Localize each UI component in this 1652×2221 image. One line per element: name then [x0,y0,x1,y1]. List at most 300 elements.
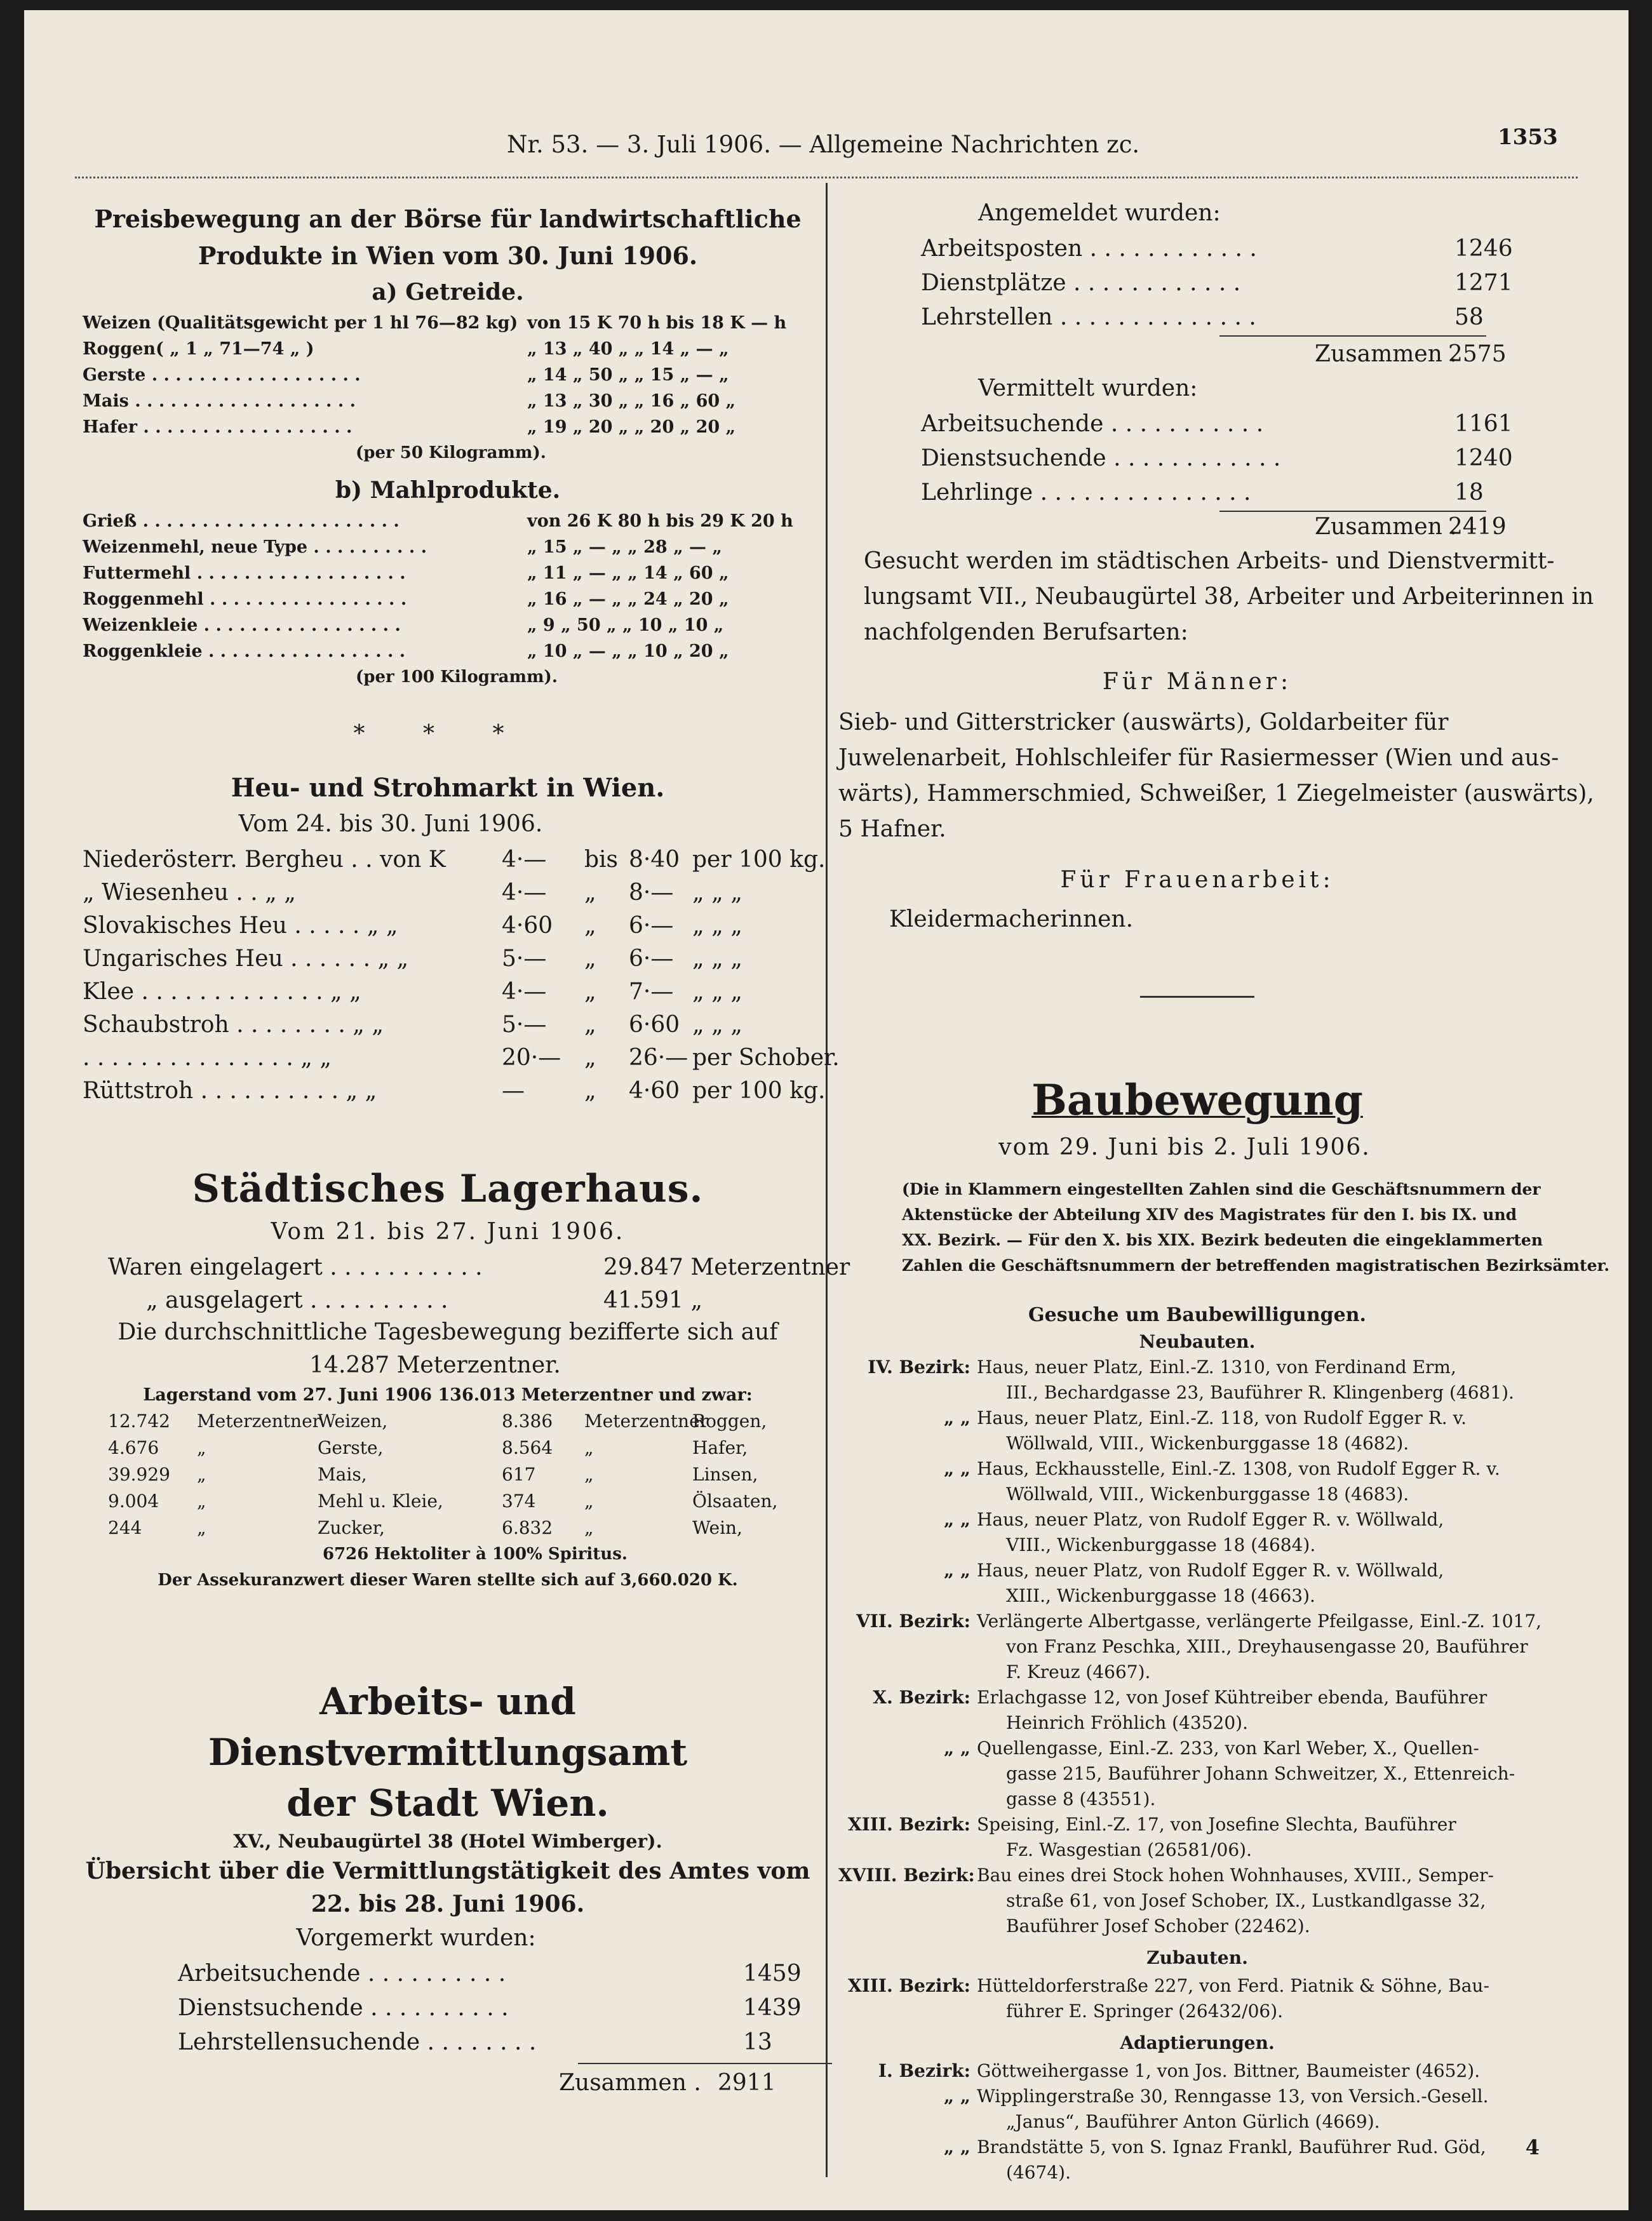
adaptierungen-heading: Adaptierungen. [1120,2032,1275,2053]
bau-entry-district: „ „ [944,1509,970,1530]
price-row [83,310,813,336]
vermittelt-table [838,406,1556,509]
hay-row-from: 4·60 [502,913,553,939]
lager-item-cell: „ [584,1464,594,1485]
bau-entry [838,1812,1556,1863]
ang-sum-label: Zusammen . [1315,341,1457,367]
hay-row-unit: „ „ „ [692,1012,742,1038]
bau-entry-district: XIII. Bezirk: [847,1814,970,1835]
count-row-label: Arbeitsposten . . . . . . . . . . . . [921,236,1257,262]
price-row-name: Mais . . . . . . . . . . . . . . . . . . . [83,391,356,411]
amt-overview [83,1855,813,1921]
count-row [83,1990,813,2025]
bau-entry-line: gasse 8 (43551). [1006,1788,1156,1809]
price-row-name: Weizen (Qualitätsgewicht per 1 hl 76—82 kg) [83,313,518,333]
hay-row [83,1007,813,1040]
bau-entry-line: Erlachgasse 12, von Josef Kühtreiber ebenda, Bauführer [977,1687,1487,1708]
lager-item-cell: Ölsaaten, [692,1491,778,1512]
bau-entry-text [977,1736,1556,1812]
hay-row-from: 20·— [502,1045,561,1071]
bau-entry-district: XIII. Bezirk: [847,1975,970,1996]
bau-entry-line: Verlängerte Albertgasse, verlängerte Pfeilgasse, Einl.-Z. 1017, [977,1611,1542,1632]
count-row [838,441,1556,475]
hay-row-unit: „ „ „ [692,946,742,972]
bau-entry-line: Haus, neuer Platz, von Rudolf Egger R. v. Wöllwald, [977,1560,1444,1581]
bau-entry-line: VIII., Wickenburggasse 18 (4684). [1006,1534,1316,1555]
bau-divider [838,988,1556,1000]
count-row-value: 1439 [743,1995,802,2021]
bau-entry-line: Haus, Eckhausstelle, Einl.-Z. 1308, von Rudolf Egger R. v. [977,1458,1500,1479]
lager-item-cell: „ [584,1437,594,1458]
bau-entry-line: Bauführer Josef Schober (22462). [1006,1916,1310,1936]
hay-row-from: 5·— [502,1012,547,1038]
price-row-values: „ 10 „ — „ „ 10 „ 20 „ [527,641,729,661]
hay-row-from: 4·— [502,979,547,1005]
bau-entry-text [977,2135,1556,2185]
bau-entry-line: Speising, Einl.-Z. 17, von Josefine Slechta, Bauführer [977,1814,1456,1835]
bau-entry-text [977,1406,1556,1456]
count-row-label: Arbeitsuchende . . . . . . . . . . [178,1961,506,1987]
lager-spiritus: 6726 Hektoliter à 100% Spiritus. [323,1545,628,1564]
boerse-title-line2: Produkte in Wien vom 30. Juni 1906. [198,241,698,270]
lager-item-cell: 617 [502,1464,536,1485]
ang-sum-value: 2575 [1448,341,1507,367]
price-row [83,336,813,362]
price-row [83,508,813,534]
lager-item-cell: „ [197,1464,206,1485]
lager-item-cell: 6.832 [502,1517,553,1538]
bau-entry-district: I. Bezirk: [878,2060,970,2081]
price-row-values: von 15 K 70 h bis 18 K — h [527,313,787,333]
footer-number: 4 [1525,2135,1540,2159]
hay-row-bis: „ [584,880,596,906]
maenner-line: Sieb- und Gitterstricker (auswärts), Goldarbeiter für [838,709,1449,735]
bau-entry-line: Quellengasse, Einl.-Z. 233, von Karl Weber, X., Quellen- [977,1738,1479,1759]
price-row [83,388,813,414]
price-row-values: „ 16 „ — „ „ 24 „ 20 „ [527,589,729,609]
lager-item-cell: „ [197,1491,206,1512]
note-a: (per 50 Kilogramm). [356,443,546,462]
count-row-value: 1240 [1454,445,1513,471]
gesucht-line: nachfolgenden Berufsarten: [864,619,1188,645]
vermittelt-heading: Vermittelt wurden: [978,375,1198,401]
price-row-values: „ 14 „ 50 „ „ 15 „ — „ [527,365,729,385]
price-row [83,586,813,612]
lager-item-cell: 39.929 [108,1464,170,1485]
lager-item-cell: Meterzentner [197,1411,321,1432]
hay-row-to: 7·— [629,979,674,1005]
hay-row-from: — [502,1078,525,1104]
bau-note-line: Aktenstücke der Abteilung XIV des Magistrates für den I. bis IX. und [902,1205,1517,1224]
lager-item-cell: Mais, [318,1464,367,1485]
lager-item-cell: 4.676 [108,1437,159,1458]
hay-row-name: Ungarisches Heu . . . . . . „ „ [83,946,409,972]
bau-entry-line: Haus, neuer Platz, Einl.-Z. 1310, von Ferdinand Erm, [977,1357,1456,1378]
bau-entry-text [977,1609,1556,1685]
amt-title [83,1676,813,1828]
angemeldet-table [838,231,1556,334]
bau-entry-district: IV. Bezirk: [868,1357,970,1378]
heu-subtitle: Vom 24. bis 30. Juni 1906. [238,811,543,837]
hay-row-from: 4·— [502,880,547,906]
bau-note [838,1177,1610,1278]
count-row-label: Lehrstellensuchende . . . . . . . . [178,2029,537,2055]
hay-row-bis: „ [584,946,596,972]
bau-entry-line: Haus, neuer Platz, von Rudolf Egger R. v. Wöllwald, [977,1509,1444,1530]
count-row [838,475,1556,509]
price-row-name: Futtermehl . . . . . . . . . . . . . . . . . . [83,563,406,583]
section-b-heading: b) Mahlprodukte. [335,477,561,504]
adapt-entries [838,2058,1556,2185]
price-row-name: Grieß . . . . . . . . . . . . . . . . . . . . . . [83,511,400,531]
count-row-label: Dienstplätze . . . . . . . . . . . . [921,270,1241,296]
hay-row-to: 8·— [629,880,674,906]
bau-entry-district: „ „ [944,1458,970,1479]
bau-entry-district: XVIII. Bezirk: [838,1865,975,1886]
lager-stand: Lagerstand vom 27. Juni 1906 136.013 Meterzentner und zwar: [143,1385,753,1405]
maenner-line: wärts), Hammerschmied, Schweißer, 1 Ziegelmeister (auswärts), [838,781,1594,807]
count-row [83,1956,813,1990]
left-column [83,201,850,2097]
amt-title-line1: Arbeits- und Dienstvermittlungsamt [208,1680,688,1774]
price-row [83,534,813,560]
price-row-name: Weizenmehl, neue Type . . . . . . . . . . [83,537,427,557]
lager-row-in-label: Waren eingelagert . . . . . . . . . . . [108,1254,483,1280]
right-column [838,196,1610,2185]
count-row-value: 1161 [1454,411,1513,437]
amt-address: XV., Neubaugürtel 38 (Hotel Wimberger). [233,1830,662,1852]
hay-row-unit: „ „ „ [692,913,742,939]
price-row [83,560,813,586]
lager-row-in-value: 29.847 Meterzentner [603,1254,850,1280]
lager-item-cell: Linsen, [692,1464,758,1485]
lager-item-row [83,1435,813,1461]
grain-table [83,310,813,440]
hay-row [83,941,813,974]
hay-row-name: Niederösterr. Bergheu . . von K [83,847,446,873]
bau-note-line: Zahlen die Geschäftsnummern der betreffenden magistratischen Bezirksämter. [902,1256,1610,1275]
bau-entry [838,2084,1556,2135]
amt-overview-line1: Übersicht über die Vermittlungstätigkeit des Amtes vom [85,1858,810,1884]
hay-row-name: Schaubstroh . . . . . . . . „ „ [83,1012,384,1038]
hay-row-to: 6·— [629,946,674,972]
separator-stars: * * * [353,721,504,747]
lager-item-row [83,1461,813,1488]
price-row-values: „ 11 „ — „ „ 14 „ 60 „ [527,563,729,583]
bau-entry [838,1558,1556,1609]
hay-table [83,842,840,1106]
hay-row-unit: „ „ „ [692,880,742,906]
count-row-value: 58 [1454,304,1484,330]
bau-entry-text [977,1812,1556,1863]
bau-entry-line: Fz. Wasgestian (26581/06). [1006,1839,1252,1860]
count-row-value: 1459 [743,1961,802,1987]
count-row-value: 1246 [1454,236,1513,262]
bau-entry-text [977,1558,1556,1609]
count-row-label: Lehrstellen . . . . . . . . . . . . . . [921,304,1256,330]
hay-row-to: 8·40 [629,847,680,873]
bau-entry-line: XIII., Wickenburggasse 18 (4663). [1006,1585,1315,1606]
verm-sum-value: 2419 [1448,514,1507,540]
hay-row-bis: „ [584,1012,596,1038]
angemeldet-heading: Angemeldet wurden: [978,200,1221,226]
lager-item-cell: 12.742 [108,1411,170,1432]
bau-entry-line: Haus, neuer Platz, Einl.-Z. 118, von Rudolf Egger R. v. [977,1407,1467,1428]
bau-entry-line: (4674). [1006,2162,1071,2183]
lager-item-cell: Mehl u. Kleie, [318,1491,443,1512]
bau-entry-district: „ „ [944,2137,970,2157]
price-row-values: „ 19 „ 20 „ „ 20 „ 20 „ [527,417,736,437]
hay-row [83,842,826,875]
newspaper-page [24,10,1628,2210]
price-row-name: Roggenkleie . . . . . . . . . . . . . . . . . [83,641,406,661]
section-a-heading: a) Getreide. [372,279,524,305]
lager-row-out-value: 41.591 „ [603,1287,703,1313]
bau-entry-text [977,1685,1556,1736]
bau-entry [838,1609,1556,1685]
count-row [838,406,1556,441]
lagerhaus-title: Städtisches Lagerhaus. [192,1167,704,1211]
hay-row-to: 6·60 [629,1012,680,1038]
bau-entry-district: „ „ [944,1738,970,1759]
zubauten-heading: Zubauten. [1146,1947,1248,1968]
fuer-maenner-heading: Für Männer: [1102,669,1293,695]
bau-entry-district: „ „ [944,2086,970,2107]
bau-entry-line: III., Bechardgasse 23, Bauführer R. Klingenberg (4681). [1006,1382,1514,1403]
amt-sum-rule [578,2063,832,2064]
price-row-values: „ 13 „ 30 „ „ 16 „ 60 „ [527,391,736,411]
lager-item-cell: „ [197,1437,206,1458]
hay-row-name: „ Wiesenheu . . „ „ [83,880,296,906]
hay-row-bis: „ [584,979,596,1005]
bau-entry-line: Hütteldorferstraße 227, von Ferd. Piatnik & Söhne, Bau- [977,1975,1489,1996]
lager-item-cell: Hafer, [692,1437,748,1458]
hay-row-bis: bis [584,847,619,873]
lager-wert: Der Assekuranzwert dieser Waren stellte sich auf 3,660.020 K. [158,1571,738,1590]
hay-row-unit: per 100 kg. [692,1078,826,1104]
hay-row [83,974,813,1007]
gesuche-heading: Gesuche um Baubewilligungen. [1028,1304,1367,1326]
lager-item-cell: Zucker, [318,1517,385,1538]
ang-sum-row [838,334,1556,371]
lager-item-cell: 8.386 [502,1411,553,1432]
lager-items-table [83,1408,813,1541]
bau-entry [838,1507,1556,1558]
lager-row-out [83,1283,813,1316]
issue-number: Nr. 53. [507,131,589,158]
hay-row-to: 4·60 [629,1078,680,1104]
lager-item-cell: 8.564 [502,1437,553,1458]
lagerhaus-subtitle: Vom 21. bis 27. Juni 1906. [271,1219,625,1245]
bau-entry-line: Wöllwald, VIII., Wickenburggasse 18 (4682). [1006,1433,1409,1454]
bau-entry-line: von Franz Peschka, XIII., Dreyhausengasse 20, Bauführer [1006,1636,1528,1657]
price-row-name: Hafer . . . . . . . . . . . . . . . . . . [83,417,353,437]
price-row-name: Gerste . . . . . . . . . . . . . . . . . . [83,365,361,385]
bau-entry-line: Bau eines drei Stock hohen Wohnhauses, XVIII., Semper- [977,1865,1494,1886]
bau-entry-text [977,1456,1556,1507]
hay-row-to: 6·— [629,913,674,939]
count-row [838,231,1556,265]
price-row [83,362,813,388]
lager-item-row [83,1408,813,1435]
bau-entry-line: gasse 215, Bauführer Johann Schweitzer, X., Ettenreich- [1006,1763,1515,1784]
lager-item-row [83,1488,813,1515]
price-row-name: Roggen( „ 1 „ 71—74 „ ) [83,339,314,359]
bau-entry [838,1685,1556,1736]
boerse-title-line1: Preisbewegung an der Börse für landwirtschaftliche [94,205,802,233]
flour-table [83,508,813,664]
bau-entry-line: Brandstätte 5, von S. Ignaz Frankl, Bauführer Rud. Göd, [977,2137,1486,2157]
frauen-paragraph: Kleidermacherinnen. [889,906,1134,932]
price-row [83,414,813,440]
bau-subtitle: vom 29. Juni bis 2. Juli 1906. [998,1134,1371,1160]
hay-row-from: 4·— [502,847,547,873]
amt-table [83,1956,813,2059]
lager-paragraph-1: Die durchschnittliche Tagesbewegung bezifferte sich auf [118,1319,778,1345]
amt-overview-line2: 22. bis 28. Juni 1906. [311,1891,585,1917]
header-rule [75,177,1578,178]
bau-entry [838,1406,1556,1456]
hay-row [83,908,813,941]
bau-entry-text [977,1973,1556,2024]
bau-note-line: (Die in Klammern eingestellten Zahlen sind die Geschäftsnummern der [902,1180,1541,1198]
gesucht-line: lungsamt VII., Neubaugürtel 38, Arbeiter und Arbeiterinnen in [864,584,1594,610]
bau-entry-line: „Janus“, Bauführer Anton Gürlich (4669). [1006,2111,1380,2132]
bau-note-line: XX. Bezirk. — Für den X. bis XIX. Bezirk bedeuten die eingeklammerten [902,1231,1543,1249]
verm-sum-row [838,509,1556,544]
lager-row-in [83,1250,850,1283]
count-row-label: Arbeitsuchende . . . . . . . . . . . [921,411,1264,437]
lager-item-cell: 374 [502,1491,536,1512]
bau-entry [838,2058,1556,2084]
bau-entry-district: VII. Bezirk: [856,1611,970,1632]
bau-entry-text [977,2084,1556,2135]
count-row [83,2025,813,2059]
count-row-value: 13 [743,2029,772,2055]
bau-entry-line: Göttweihergasse 1, von Jos. Bittner, Baumeister (4652). [977,2060,1481,2081]
issue-date: — 3. Juli 1906. [596,131,771,158]
verm-sum-label: Zusammen . [1315,514,1457,540]
lager-item-row [83,1515,813,1541]
vorgemerkt-heading: Vorgemerkt wurden: [296,1925,536,1951]
count-row-label: Dienstsuchende . . . . . . . . . . . . [921,445,1281,471]
price-row-name: Roggenmehl . . . . . . . . . . . . . . . . . [83,589,407,609]
bau-entry-district: „ „ [944,1560,970,1581]
price-row-values: von 26 K 80 h bis 29 K 20 h [527,511,793,531]
hay-row-unit: per Schober. [692,1045,840,1071]
hay-row-unit: per 100 kg. [692,847,826,873]
bau-entry-district: X. Bezirk: [873,1687,970,1708]
gesucht-line: Gesucht werden im städtischen Arbeits- und Dienstvermitt- [864,548,1555,574]
bau-title: Baubewegung [1031,1075,1363,1125]
hay-row-bis: „ [584,1045,596,1071]
bau-entry [838,2135,1556,2185]
bau-entry-text [977,2058,1556,2084]
bau-entry-line: straße 61, von Josef Schober, IX., Lustkandlgasse 32, [1006,1890,1486,1911]
bau-entry [838,1863,1556,1939]
count-row-label: Lehrlinge . . . . . . . . . . . . . . . [921,480,1251,506]
section-name: — Allgemeine Nachrichten zc. [778,131,1140,158]
zubau-entries [838,1973,1556,2024]
hay-row [83,1040,840,1073]
lager-row-out-label: „ ausgelagert . . . . . . . . . . [146,1287,448,1313]
hay-row-bis: „ [584,1078,596,1104]
amt-sum-label: Zusammen . [559,2070,701,2096]
heu-title: Heu- und Strohmarkt in Wien. [231,773,665,803]
hay-row [83,875,813,908]
bau-entry [838,1973,1556,2024]
gesucht-paragraph [838,544,1594,650]
hay-row-unit: „ „ „ [692,979,742,1005]
bau-entry-line: führer E. Springer (26432/06). [1006,2001,1284,2022]
lager-item-cell: „ [197,1517,206,1538]
bau-entry [838,1456,1556,1507]
neubauten-heading: Neubauten. [1139,1331,1256,1352]
hay-row-name: Rüttstroh . . . . . . . . . . „ „ [83,1078,377,1104]
amt-sum-row [83,2059,813,2097]
note-b: (per 100 Kilogramm). [356,668,558,687]
lager-item-cell: Gerste, [318,1437,384,1458]
column-divider [826,183,828,2177]
page-number: 1353 [1498,124,1558,150]
price-row [83,638,813,664]
boerse-title [83,201,813,274]
bau-entry-district: „ „ [944,1407,970,1428]
lager-item-cell: Weizen, [318,1411,388,1432]
maenner-paragraph [838,705,1594,847]
lager-item-cell: Meterzentner [584,1411,709,1432]
bau-entry-line: F. Kreuz (4667). [1006,1661,1151,1682]
price-row [83,612,813,638]
bau-entry-text [977,1863,1556,1939]
bau-entry [838,1355,1556,1406]
lager-item-cell: „ [584,1517,594,1538]
price-row-values: „ 13 „ 40 „ „ 14 „ — „ [527,339,729,359]
count-row-value: 18 [1454,480,1484,506]
page-header [507,131,1139,158]
bau-entries [838,1355,1556,1939]
price-row-values: „ 15 „ — „ „ 28 „ — „ [527,537,722,557]
bau-entry-text [977,1355,1556,1406]
maenner-line: Juwelenarbeit, Hohlschleifer für Rasiermesser (Wien und aus- [838,745,1559,771]
lager-item-cell: 244 [108,1517,142,1538]
hay-row [83,1073,826,1106]
maenner-line: 5 Hafner. [838,816,946,842]
price-row-name: Weizenkleie . . . . . . . . . . . . . . . . . [83,615,401,635]
amt-sum-value: 2911 [718,2070,776,2096]
lager-item-cell: Roggen, [692,1411,767,1432]
hay-row-name: Slovakisches Heu . . . . . „ „ [83,913,398,939]
fuer-frauen-heading: Für Frauenarbeit: [1060,867,1334,893]
count-row [838,265,1556,300]
hay-row-from: 5·— [502,946,547,972]
bau-entry-text [977,1507,1556,1558]
bau-entry-line: Wöllwald, VIII., Wickenburggasse 18 (4683). [1006,1484,1409,1505]
hay-row-name: . . . . . . . . . . . . . . . „ „ [83,1045,332,1071]
hay-row-name: Klee . . . . . . . . . . . . . „ „ [83,979,361,1005]
count-row-value: 1271 [1454,270,1513,296]
amt-title-line2: der Stadt Wien. [286,1781,609,1825]
lager-item-cell: „ [584,1491,594,1512]
lager-item-cell: Wein, [692,1517,742,1538]
count-row [838,300,1556,334]
count-row-label: Dienstsuchende . . . . . . . . . . [178,1995,509,2021]
bau-entry-line: Wipplingerstraße 30, Renngasse 13, von Versich.-Gesell. [977,2086,1489,2107]
bau-entry-line: Heinrich Fröhlich (43520). [1006,1712,1248,1733]
hay-row-bis: „ [584,913,596,939]
lager-paragraph-2: 14.287 Meterzentner. [309,1352,561,1378]
bau-entry [838,1736,1556,1812]
